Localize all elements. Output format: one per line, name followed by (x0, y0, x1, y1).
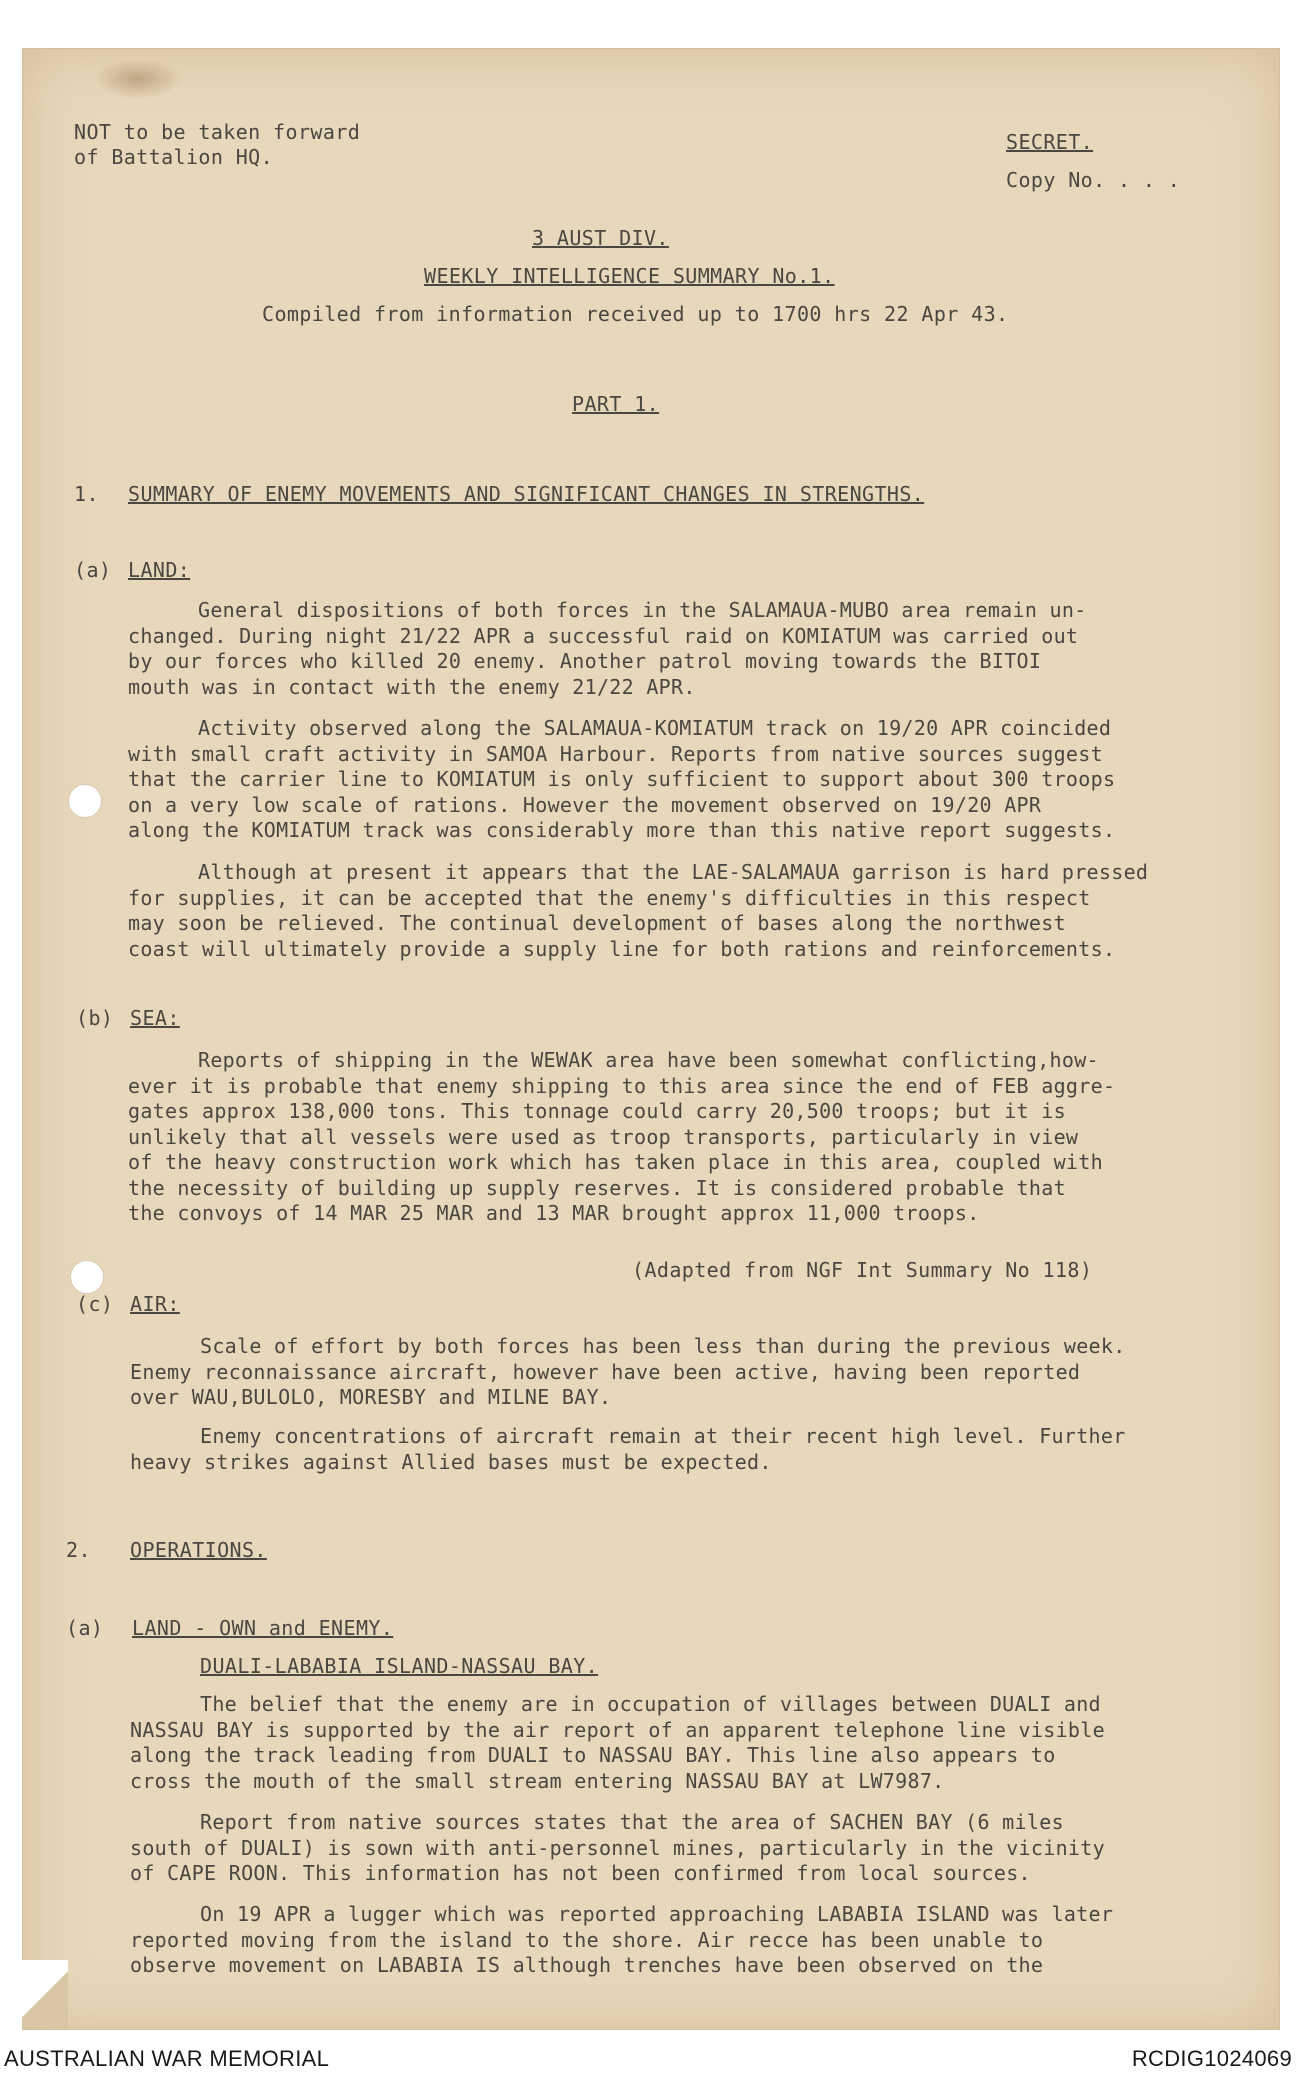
classification: SECRET. (1006, 130, 1094, 154)
division-title: 3 AUST DIV. (532, 226, 669, 250)
punch-hole (70, 1260, 104, 1294)
operations-paragraph-2: Report from native sources states that the area of SACHEN BAY (6 miles south of DUALI) is sown with anti-personnel mines, particularly in the vicinity of CAPE ROON. This information has not been confirmed from local sources. (130, 1810, 1105, 1885)
stain-mark (93, 59, 183, 99)
sea-heading: SEA: (130, 1006, 180, 1030)
operations-paragraph-1: The belief that the enemy are in occupation of villages between DUALI and NASSAU BAY is supported by the air report of an apparent telephone line visible along the track leading from DUALI to NASSAU BAY. This line also appears to cross the mouth of the small stream entering NASSAU BAY at LW7987. (130, 1692, 1105, 1793)
section-2-heading: OPERATIONS. (130, 1538, 267, 1562)
air-paragraph-1: Scale of effort by both forces has been less than during the previous week. Enemy reconnaissance aircraft, however have been active, having been reported over WAU,BULOLO, MORESBY and MILNE BAY. (130, 1334, 1126, 1409)
operations-land-label: (a) (66, 1616, 104, 1640)
sea-paragraph: Reports of shipping in the WEWAK area have been somewhat conflicting,how- ever it is probable that enemy shipping to this area since the end of FEB aggre- gates approx 138,000 tons. This tonnage could carry 20,500 troops; but it is unlikely that all vessels were used as troop transports, particularly in view of the heavy construction work which has taken place in this area, coupled with the necessity of building up supply reserves. It is considered probable that the convoys of 14 MAR 25 MAR and 13 MAR brought approx 11,000 troops. (128, 1048, 1116, 1225)
operations-subheading: DUALI-LABABIA ISLAND-NASSAU BAY. (200, 1654, 599, 1678)
air-heading: AIR: (130, 1292, 180, 1316)
footer-institution: AUSTRALIAN WAR MEMORIAL (4, 2046, 330, 2071)
restriction-line-2: of Battalion HQ. (74, 145, 274, 169)
compiled-line: Compiled from information received up to 1700 hrs 22 Apr 43. (262, 302, 1009, 326)
part-heading: PART 1. (572, 392, 660, 416)
air-paragraph-2: Enemy concentrations of aircraft remain at their recent high level. Further heavy strikes against Allied bases must be expected. (130, 1424, 1126, 1474)
section-1-heading: SUMMARY OF ENEMY MOVEMENTS AND SIGNIFICANT CHANGES IN STRENGTHS. (128, 482, 925, 506)
land-label: (a) (74, 558, 112, 582)
air-label: (c) (76, 1292, 114, 1316)
operations-paragraph-3: On 19 APR a lugger which was reported approaching LABABIA ISLAND was later reported moving from the island to the shore. Air recce has been unable to observe movement on LABABIA IS although trenches have been observed on the (130, 1902, 1114, 1977)
sea-label: (b) (76, 1006, 114, 1030)
section-2-number: 2. (66, 1538, 91, 1562)
summary-title: WEEKLY INTELLIGENCE SUMMARY No.1. (424, 264, 835, 288)
section-1-number: 1. (74, 482, 99, 506)
punch-hole (68, 784, 102, 818)
land-paragraph-2: Activity observed along the SALAMAUA-KOMIATUM track on 19/20 APR coincided with small craft activity in SAMOA Harbour. Reports from native sources suggest that the carrier line to KOMIATUM is only sufficient to support about 300 troops on a very low scale of rations. However the movement observed on 19/20 APR along the KOMIATUM track was considerably more than this native report suggests. (128, 716, 1116, 842)
sea-source-note: (Adapted from NGF Int Summary No 118) (632, 1258, 1093, 1282)
land-paragraph-1: General dispositions of both forces in the SALAMAUA-MUBO area remain un- changed. During night 21/22 APR a successful raid on KOMIATUM was carried out by our forces who killed 20 enemy. Another patrol moving towards the BITOI mouth was in contact with the enemy 21/22 APR. (128, 598, 1087, 699)
operations-land-heading: LAND - OWN and ENEMY. (132, 1616, 394, 1640)
land-heading: LAND: (128, 558, 191, 582)
footer-reference: RCDIG1024069 (1131, 2046, 1292, 2071)
restriction-line-1: NOT to be taken forward (74, 120, 361, 144)
folded-corner (22, 1960, 68, 2028)
copy-number: Copy No. . . . (1006, 168, 1181, 192)
land-paragraph-3: Although at present it appears that the LAE-SALAMAUA garrison is hard pressed for supplies, it can be accepted that the enemy's difficulties in this respect may soon be relieved. The continual development of bases along the northwest coast will ultimately provide a supply line for both rations and reinforcements. (128, 860, 1149, 961)
